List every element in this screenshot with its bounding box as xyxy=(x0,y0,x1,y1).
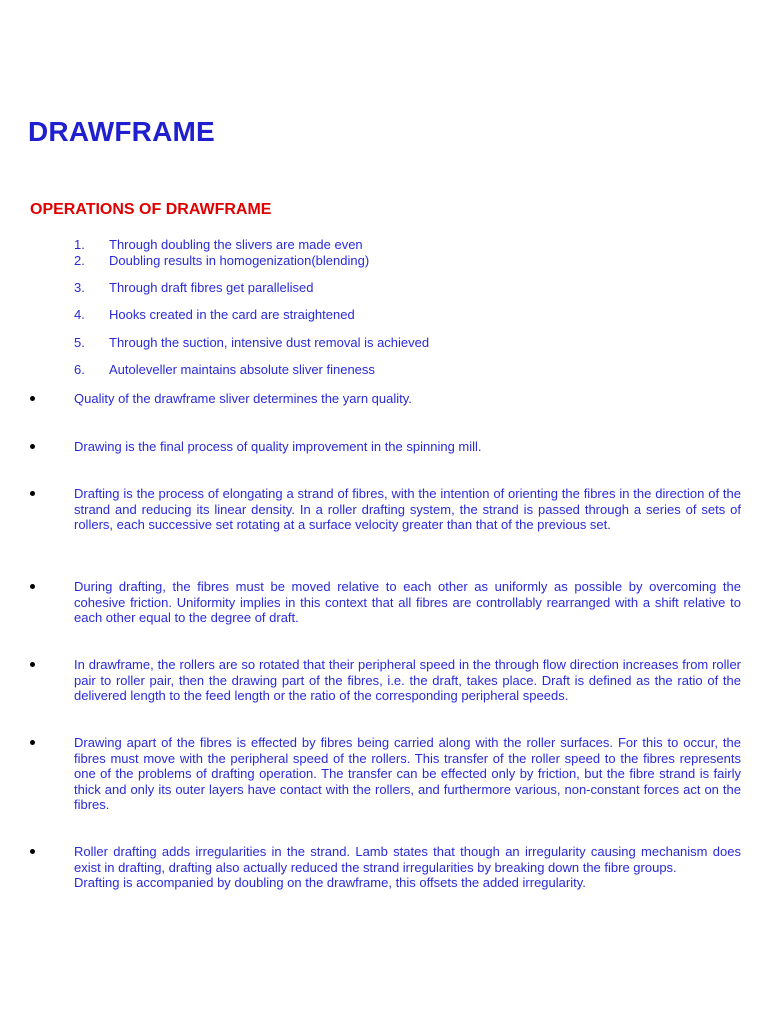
bullet-icon xyxy=(30,444,35,449)
operation-item-1 xyxy=(74,237,363,253)
section-heading: OPERATIONS OF DRAWFRAME xyxy=(30,201,272,218)
operation-item-2 xyxy=(74,253,369,269)
operation-item-5 xyxy=(74,335,429,351)
bullet-icon xyxy=(30,662,35,667)
operation-item-3 xyxy=(74,280,314,296)
bullet-icon xyxy=(30,491,35,496)
operation-text: Doubling results in homogenization(blending) xyxy=(109,253,370,268)
bullet-text: In drawframe, the rollers are so rotated that their peripheral speed in the through flow direction increases from roller pair to roller pair, then the drawing part of the fibres, i.e. the draft, takes place. Draft is defined as the ratio of the delivered length to the feed length or the ratio of the corresponding peripheral speeds. xyxy=(74,657,741,703)
operation-item-6 xyxy=(74,362,375,378)
operation-number: 6. xyxy=(74,362,85,377)
bullet-icon xyxy=(30,396,35,401)
operation-text: Through the suction, intensive dust removal is achieved xyxy=(109,335,430,350)
bullet-icon xyxy=(30,584,35,589)
page-title: DRAWFRAME xyxy=(28,116,215,147)
bullet-text: Drafting is the process of elongating a strand of fibres, with the intention of orienting the fibres in the direction of the strand and reducing its linear density. In a roller drafting system, the strand is passed through a series of sets of rollers, each successive set rotating at a surface velocity greater than that of the previous set. xyxy=(74,486,741,532)
bullet-text: Quality of the drawframe sliver determines the yarn quality. xyxy=(74,391,412,406)
operation-number: 1. xyxy=(74,237,85,252)
operation-text: Through draft fibres get parallelised xyxy=(109,280,314,295)
bullet-text: Drawing apart of the fibres is effected by fibres being carried along with the roller surfaces. For this to occur, the fibres must move with the peripheral speed of the rollers. This transfer of the roller speed to the fibres represents one of the problems of drafting operation. The transfer can be effected only by friction, but the fibre strand is fairly thick and only its outer layers have contact with the rollers, and furthermore various, non-constant forces act on the fibres. xyxy=(74,735,741,812)
bullet-text: During drafting, the fibres must be moved relative to each other as uniformly as possible by overcoming the cohesive friction. Uniformity implies in this context that all fibres are controllably rearranged with a shift relative to each other equal to the degree of draft. xyxy=(74,579,741,625)
operation-number: 4. xyxy=(74,307,85,322)
operation-text: Autoleveller maintains absolute sliver fineness xyxy=(109,362,375,377)
operation-number: 2. xyxy=(74,253,85,268)
operation-text: Hooks created in the card are straightened xyxy=(109,307,355,322)
bullet-text-group xyxy=(74,844,741,891)
bullet-icon xyxy=(30,740,35,745)
bullet-text: Drawing is the final process of quality improvement in the spinning mill. xyxy=(74,439,482,454)
operation-item-4 xyxy=(74,307,355,323)
operation-text: Through doubling the slivers are made even xyxy=(109,237,363,252)
operation-number: 5. xyxy=(74,335,85,350)
bullet-note: Drafting is accompanied by doubling on the drawframe, this offsets the added irregularity. xyxy=(74,875,586,890)
bullet-icon xyxy=(30,849,35,854)
operation-number: 3. xyxy=(74,280,85,295)
bullet-text: Roller drafting adds irregularities in the strand. Lamb states that though an irregularity causing mechanism does exist in drafting, drafting also actually reduced the strand irregularities by breaking down the fibre groups. xyxy=(74,844,741,875)
